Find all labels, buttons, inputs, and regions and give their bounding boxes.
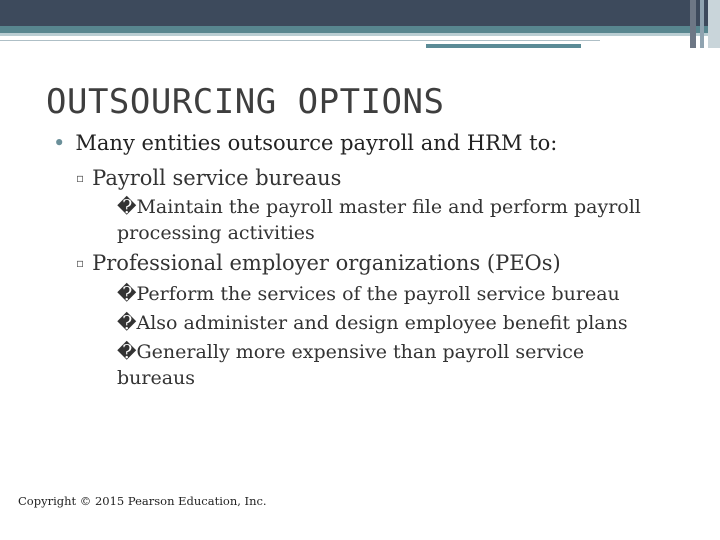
header-bar [0, 0, 720, 26]
list-item-line: �Perform the services of the payroll service bureau [117, 283, 620, 305]
square-bullet-icon: ▫ [76, 171, 85, 185]
list-item-line: �Also administer and design employee benefit plans [117, 312, 628, 334]
copyright-footer: Copyright © 2015 Pearson Education, Inc. [18, 494, 267, 508]
group-heading-text: Payroll service bureaus [92, 166, 342, 190]
list-item-line: bureaus [117, 367, 196, 389]
slide-title: OUTSOURCING OPTIONS [46, 82, 445, 122]
list-item-line: processing activities [117, 222, 315, 244]
list-item-line: �Maintain the payroll master file and perform payroll [117, 196, 641, 218]
decorative-stripe [426, 44, 581, 48]
square-bullet-icon: ▫ [76, 256, 85, 270]
list-item [117, 339, 584, 391]
list-item [117, 194, 641, 246]
list-item [117, 310, 628, 336]
decorative-line [0, 40, 600, 41]
decorative-corner-bar [708, 0, 720, 48]
accent-bar [0, 26, 720, 33]
group-heading [76, 166, 341, 190]
accent-bar-light [0, 33, 720, 36]
bullet-dot-icon: • [53, 131, 66, 155]
list-item [117, 281, 620, 307]
bullet-text: Many entities outsource payroll and HRM to: [75, 131, 558, 155]
group-heading [76, 251, 561, 275]
list-item-line: �Generally more expensive than payroll service [117, 341, 585, 363]
decorative-corner-bar [690, 0, 696, 48]
decorative-corner-bar [700, 0, 704, 48]
bullet-level1 [53, 131, 557, 155]
group-heading-text: Professional employer organizations (PEOs) [92, 251, 561, 275]
